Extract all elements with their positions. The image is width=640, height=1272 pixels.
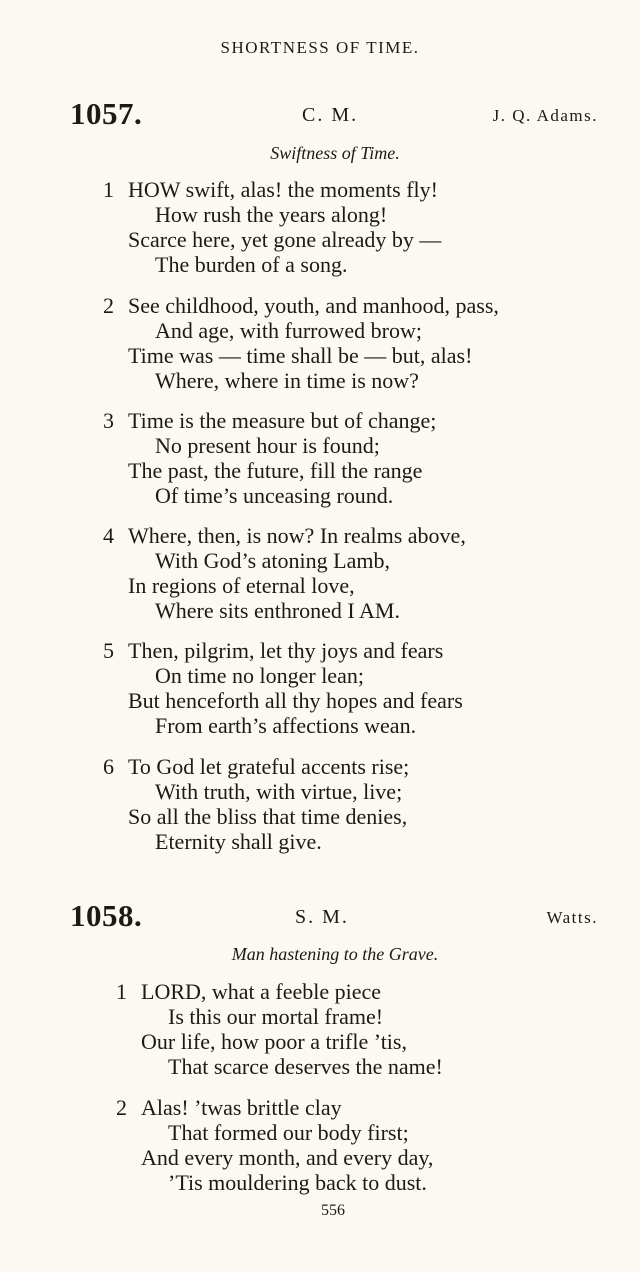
verse-number: 2 — [103, 293, 114, 318]
verse-line: With truth, with virtue, live; — [155, 779, 403, 804]
verse-line: That scarce deserves the name! — [168, 1054, 443, 1079]
hymn-subtitle: Man hastening to the Grave. — [231, 944, 439, 964]
verse-line: See childhood, youth, and manhood, pass, — [128, 293, 499, 318]
verse-line: And every month, and every day, — [141, 1145, 434, 1170]
verse-line: LORD, what a feeble piece — [141, 979, 382, 1004]
verse-2 — [116, 1095, 433, 1195]
verse-line: From earth’s affections wean. — [155, 713, 417, 738]
verse-line: That formed our body first; — [168, 1120, 409, 1145]
verse-line: Time was — time shall be — but, alas! — [128, 343, 473, 368]
verse-line: Alas! ’twas brittle clay — [141, 1095, 342, 1120]
verse-6 — [103, 754, 409, 854]
verse-line: In regions of eternal love, — [128, 573, 355, 598]
hymn-number: 1058. — [70, 898, 143, 933]
verse-number: 1 — [116, 979, 127, 1004]
hymn-number: 1057. — [70, 96, 143, 131]
verse-3 — [103, 408, 436, 508]
verse-line: Scarce here, yet gone already by — — [128, 227, 442, 252]
verse-line: ’Tis mouldering back to dust. — [168, 1170, 427, 1195]
verse-1 — [103, 177, 441, 277]
verse-line: Our life, how poor a trifle ’tis, — [141, 1029, 407, 1054]
verse-line: Of time’s unceasing round. — [155, 483, 394, 508]
verse-line: The burden of a song. — [155, 252, 348, 277]
verse-line: Then, pilgrim, let thy joys and fears — [128, 638, 444, 663]
verse-number: 5 — [103, 638, 114, 663]
verse-5 — [103, 638, 463, 738]
verse-number: 4 — [103, 523, 114, 548]
verse-4 — [103, 523, 466, 623]
page-number: 556 — [321, 1202, 345, 1219]
hymn-author: J. Q. Adams. — [492, 106, 598, 125]
verse-line: How rush the years along! — [155, 202, 388, 227]
verse-line: And age, with furrowed brow; — [155, 318, 422, 343]
hymn-meter: C. M. — [302, 104, 359, 126]
verse-line: To God let grateful accents rise; — [128, 754, 410, 779]
running-head: SHORTNESS OF TIME. — [220, 38, 420, 57]
verse-line: On time no longer lean; — [155, 663, 364, 688]
verse-number: 6 — [103, 754, 114, 779]
verse-line: The past, the future, fill the range — [128, 458, 423, 483]
verse-line: But henceforth all thy hopes and fears — [128, 688, 463, 713]
verse-number: 2 — [116, 1095, 127, 1120]
verse-line: Where sits enthroned I AM. — [155, 598, 400, 623]
hymn-header-1058 — [70, 898, 600, 934]
verse-1 — [116, 979, 443, 1079]
verse-line: Where, where in time is now? — [155, 368, 419, 393]
verse-number: 3 — [103, 408, 114, 433]
verse-line: Where, then, is now? In realms above, — [128, 523, 466, 548]
verse-line: No present hour is found; — [155, 433, 380, 458]
hymn-meter: S. M. — [295, 906, 349, 928]
verse-number: 1 — [103, 177, 114, 202]
verse-line: Time is the measure but of change; — [128, 408, 437, 433]
verse-line: So all the bliss that time denies, — [128, 804, 408, 829]
hymn-subtitle: Swiftness of Time. — [270, 143, 400, 163]
hymn-author: Watts. — [546, 908, 598, 927]
verse-line: Is this our mortal frame! — [168, 1004, 384, 1029]
verse-2 — [103, 293, 499, 393]
hymn-header-1057 — [70, 96, 600, 132]
verse-line: HOW swift, alas! the moments fly! — [128, 177, 438, 202]
verse-line: Eternity shall give. — [155, 829, 322, 854]
verse-line: With God’s atoning Lamb, — [155, 548, 390, 573]
